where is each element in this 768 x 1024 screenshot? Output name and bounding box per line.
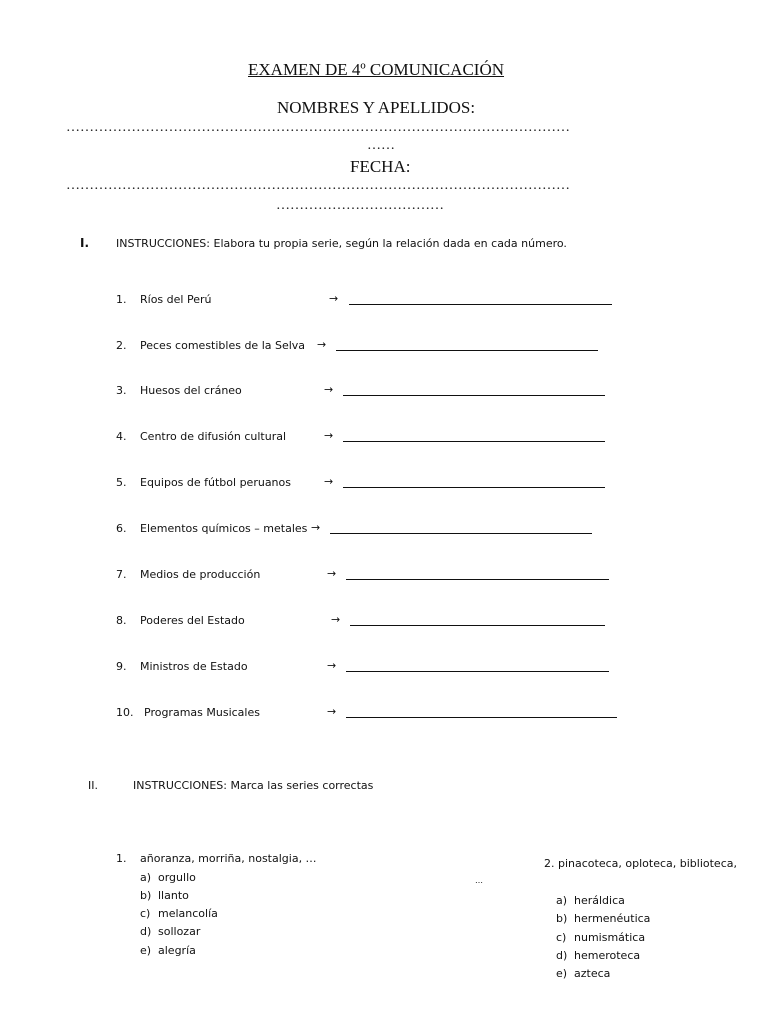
option-text: sollozar (158, 925, 201, 938)
answer-blank[interactable] (349, 304, 612, 305)
item-label: Ministros de Estado (140, 660, 248, 673)
answer-blank[interactable] (346, 579, 609, 580)
question-prompt: añoranza, morriña, nostalgia, … (140, 852, 317, 865)
answer-blank[interactable] (343, 441, 605, 442)
option-letter: b) (556, 912, 568, 925)
item-number: 1. (116, 293, 127, 306)
exam-title: EXAMEN DE 4º COMUNICACIÓN (248, 60, 505, 79)
option-text: hemeroteca (574, 949, 641, 962)
arrow-icon: → (329, 292, 339, 305)
answer-blank[interactable] (346, 717, 617, 718)
names-dotted-line-continued: …… (367, 138, 395, 153)
names-dotted-line: ……………………………………………………………………………………………… (66, 120, 570, 135)
option-letter: e) (556, 967, 568, 980)
item-label: Equipos de fútbol peruanos (140, 476, 291, 489)
option-letter: c) (140, 907, 151, 920)
option-text: hermenéutica (574, 912, 651, 925)
arrow-icon: → (317, 338, 327, 351)
item-label: Peces comestibles de la Selva (140, 339, 306, 352)
date-dotted-line: ……………………………………………………………………………………………… (66, 178, 570, 193)
answer-blank[interactable] (330, 533, 592, 534)
option-text: llanto (158, 889, 189, 902)
item-number: 8. (116, 614, 127, 627)
item-number: 7. (116, 568, 127, 581)
date-dotted-line-continued: ……………………………… (276, 198, 444, 213)
item-label: Ríos del Perú (140, 293, 212, 306)
option-text: heráldica (574, 894, 625, 907)
answer-blank[interactable] (350, 625, 605, 626)
question-prompt: 2. pinacoteca, oploteca, biblioteca, (544, 857, 737, 870)
item-label: Centro de difusión cultural (140, 430, 287, 443)
item-label: Poderes del Estado (140, 614, 245, 627)
section-1-number: I. (80, 236, 90, 250)
arrow-icon: → (327, 659, 337, 672)
option-letter: e) (140, 944, 152, 957)
answer-blank[interactable] (343, 487, 605, 488)
instructions-label: INSTRUCCIONES (116, 237, 207, 250)
item-number: 5. (116, 476, 127, 489)
option-letter: a) (556, 894, 568, 907)
instructions-text: : Elabora tu propia serie, según la relación dada en cada número. (206, 237, 567, 250)
option-text: alegría (158, 944, 196, 957)
answer-blank[interactable] (336, 350, 598, 351)
item-number: 2. (116, 339, 127, 352)
option-letter: b) (140, 889, 152, 902)
option-text: orgullo (158, 871, 196, 884)
section-2-number: II. (88, 779, 98, 792)
option-letter: c) (556, 931, 567, 944)
option-letter: d) (556, 949, 568, 962)
option-text: azteca (574, 967, 611, 980)
arrow-icon: → (324, 429, 334, 442)
arrow-icon: → (331, 613, 341, 626)
names-label: NOMBRES Y APELLIDOS: (277, 98, 476, 117)
item-number: 10. (116, 706, 134, 719)
option-letter: d) (140, 925, 152, 938)
ellipsis-mark: … (475, 876, 483, 885)
item-number: 4. (116, 430, 127, 443)
option-text: numismática (574, 931, 646, 944)
answer-blank[interactable] (343, 395, 605, 396)
arrow-icon: → (327, 705, 337, 718)
arrow-icon: → (327, 567, 337, 580)
item-number: 6. (116, 522, 127, 535)
arrow-icon: → (311, 521, 321, 534)
option-letter: a) (140, 871, 152, 884)
arrow-icon: → (324, 475, 334, 488)
item-label: Elementos químicos – metales (140, 522, 308, 535)
section-2-instructions: INSTRUCCIONES: Marca las series correctas (133, 779, 374, 792)
date-label: FECHA: (350, 157, 411, 176)
item-label: Programas Musicales (144, 706, 260, 719)
item-number: 9. (116, 660, 127, 673)
arrow-icon: → (324, 383, 334, 396)
item-number: 3. (116, 384, 127, 397)
answer-blank[interactable] (346, 671, 609, 672)
item-label: Medios de producción (140, 568, 261, 581)
question-number: 1. (116, 852, 127, 865)
section-1-instructions (116, 237, 567, 250)
item-label: Huesos del cráneo (140, 384, 242, 397)
option-text: melancolía (158, 907, 218, 920)
